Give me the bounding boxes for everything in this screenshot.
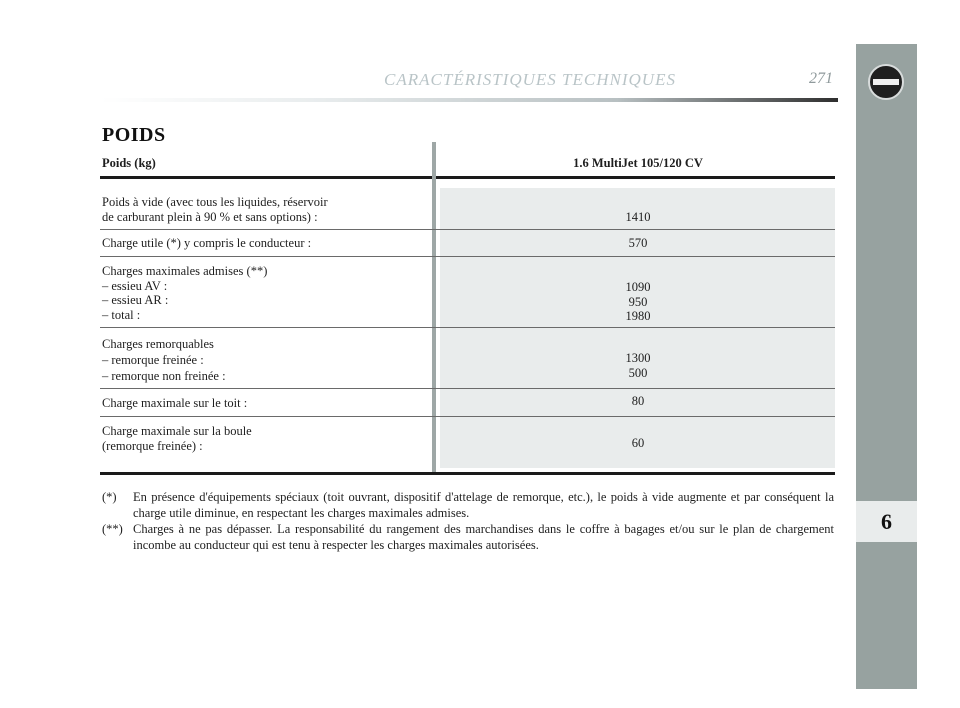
page-header-title: CARACTÉRISTIQUES TECHNIQUES — [384, 70, 676, 89]
column-header-right: 1.6 MultiJet 105/120 CV — [573, 156, 703, 170]
label-line: (remorque freinée) : — [102, 438, 203, 453]
footnote-mark: (**) — [102, 522, 123, 536]
table-row-label — [102, 195, 328, 224]
value-line: 500 — [628, 365, 648, 380]
row-separator — [100, 388, 835, 389]
footnote — [102, 489, 834, 521]
footnote-text: Charges à ne pas dépasser. La responsabilité du rangement des marchandises dans le coffre à bagages et/ou sur le plan de chargement incombe au conducteur qui est tenu à respecter les charges maximales autorisées. — [133, 522, 834, 552]
row-separator — [100, 327, 835, 328]
table-row-label — [102, 396, 247, 411]
label-line: – total : — [102, 307, 141, 322]
table-row-value — [632, 436, 645, 451]
label-line: – remorque freinée : — [102, 353, 204, 367]
value-line: 1410 — [625, 210, 651, 224]
section-title: POIDS — [102, 124, 166, 146]
label-line: Charges maximales admises (**) — [102, 264, 268, 278]
table-row-label — [102, 236, 311, 251]
table-row-label — [102, 424, 252, 453]
table-column-divider — [432, 142, 436, 475]
table-row-value — [626, 210, 651, 225]
table-row-label — [102, 336, 226, 384]
chapter-tab[interactable]: 6 — [856, 501, 917, 542]
table-bottom-rule — [100, 472, 835, 475]
value-line: 1300 — [625, 351, 651, 365]
header-rule — [100, 98, 838, 102]
table-row-value — [626, 280, 651, 324]
footnotes — [102, 489, 834, 553]
brand-logo-icon — [868, 64, 904, 100]
chapter-sidebar — [856, 44, 917, 689]
label-line: de carburant plein à 90 % et sans options) : — [102, 209, 318, 224]
table-top-rule — [100, 176, 835, 179]
label-line: – essieu AR : — [102, 293, 169, 307]
value-line: 950 — [628, 294, 648, 309]
label-line: Charge maximale sur le toit : — [102, 396, 248, 410]
value-line: 1090 — [625, 280, 651, 294]
footnote-text: En présence d'équipements spéciaux (toit ouvrant, dispositif d'attelage de remorque, etc.), le poids à vide augmente et par conséquent la charge utile diminue, en respectant les charges maximales admises. — [133, 490, 834, 520]
table-row-value — [629, 236, 648, 251]
row-separator — [100, 229, 835, 230]
value-line: 60 — [631, 436, 645, 450]
label-line: Charge maximale sur la boule — [102, 424, 252, 438]
label-line: Charge utile (*) y compris le conducteur : — [102, 236, 312, 250]
footnote-mark: (*) — [102, 490, 117, 504]
column-header-left: Poids (kg) — [102, 156, 156, 170]
page-number: 271 — [809, 70, 833, 87]
table-row-value — [632, 394, 645, 409]
row-separator — [100, 416, 835, 417]
table-row-value — [626, 351, 651, 380]
values-column-background — [440, 188, 835, 468]
label-line: Poids à vide (avec tous les liquides, réservoir — [102, 195, 328, 209]
table-row-label — [102, 264, 267, 322]
row-separator — [100, 256, 835, 257]
value-line: 80 — [631, 394, 645, 408]
footnote — [102, 521, 834, 553]
label-line: Charges remorquables — [102, 337, 214, 351]
label-line: – remorque non freinée : — [102, 369, 226, 383]
label-line: – essieu AV : — [102, 278, 168, 293]
value-line: 570 — [628, 236, 648, 250]
value-line: 1980 — [625, 309, 651, 323]
